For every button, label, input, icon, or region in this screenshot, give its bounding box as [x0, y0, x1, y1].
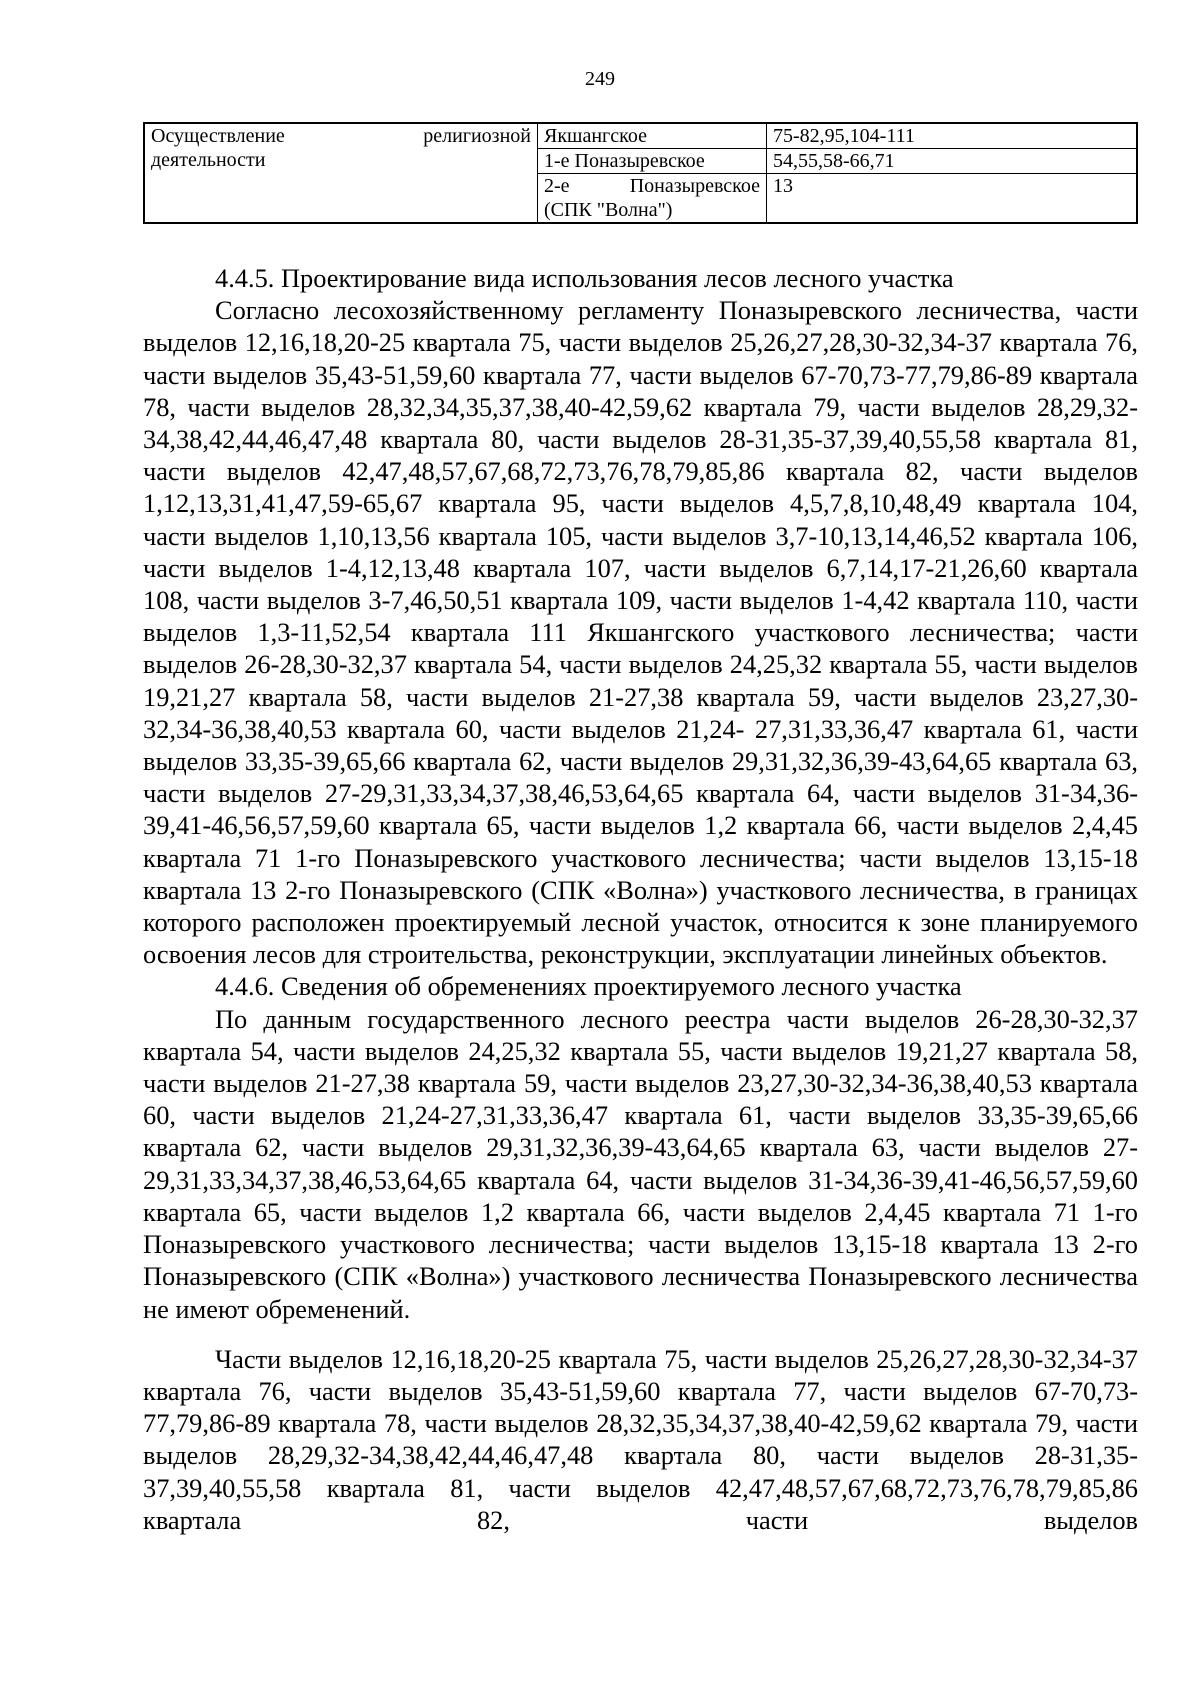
section-heading-4-4-5: 4.4.5. Проектирование вида использования лесов лесного участка: [215, 263, 954, 293]
forestry-cell: 1-е Поназыревское: [538, 149, 767, 174]
section-heading-4-4-6: 4.4.6. Сведения об обременениях проектируемого лесного участка: [215, 971, 962, 1002]
page-number: 249: [585, 68, 615, 90]
forestry-name: 2-е Поназыревское: [544, 175, 760, 197]
religious-activity-table: [143, 122, 1138, 224]
table-row: [144, 123, 1137, 149]
activity-type-line2: деятельности: [151, 149, 266, 171]
section-paragraph-4-4-5: Согласно лесохозяйственному регламенту Поназыревского лесничества, части выделов 12,16,18,20-25 квартала 75, части выделов 25,26,27,28,30-32,34-37 квартала 76, части выделов 35,43-51,59,60 квартала 77, части выделов 67-70,73-77,79,86-89 квартала 78, части выделов 28,32,34,35,37,38,40-42,59,62 квартала 79, части выделов 28,29,32-34,38,42,44,46,47,48 квартала 80, части выделов 28-31,35-37,39,40,55,58 квартала 81, части выделов 42,47,48,57,67,68,72,73,76,78,79,85,86 квартала 82, части выделов 1,12,13,31,41,47,59-65,67 квартала 95, части выделов 4,5,7,8,10,48,49 квартала 104, части выделов 1,10,13,56 квартала 105, части выделов 3,7-10,13,14,46,52 квартала 106, части выделов 1-4,12,13,48 квартала 107, части выделов 6,7,14,17-21,26,60 квартала 108, части выделов 3-7,46,50,51 квартала 109, части выделов 1-4,42 квартала 110, части выделов 1,3-11,52,54 квартала 111 Якшангского участкового лесничества; части выделов 26-28,30-32,37 квартала 54, части выделов 24,25,32 квартала 55, части выделов 19,21,27 квартала 58, части выделов 21-27,38 квартала 59, части выделов 23,27,30-32,34-36,38,40,53 квартала 60, части выделов 21,24- 27,31,33,36,47 квартала 61, части выделов 33,35-39,65,66 квартала 62, части выделов 29,31,32,36,39-43,64,65 квартала 63, части выделов 27-29,31,33,34,37,38,46,53,64,65 квартала 64, части выделов 31-34,36-39,41-46,56,57,59,60 квартала 65, части выделов 1,2 квартала 66, части выделов 2,4,45 квартала 71 1-го Поназыревского участкового лесничества; части выделов 13,15-18 квартала 13 2-го Поназыревского (СПК «Волна») участкового лесничества, в границах которого расположен проектируемый лесной участок, относится к зоне планируемого освоения лесов для строительства, реконструкции, эксплуатации линейных объектов.: [143, 295, 1138, 970]
activity-type-word2: религиозной: [423, 125, 531, 147]
forestry-name-note: (СПК "Волна"): [544, 199, 673, 221]
forestry-cell: [538, 174, 767, 224]
forestry-cell: Якшангское: [538, 123, 767, 149]
activity-type-word1: Осуществление: [151, 125, 285, 147]
quarters-cell: 75-82,95,104-111: [767, 123, 1138, 149]
document-body: [143, 262, 1138, 1536]
activity-type-line1: [151, 124, 531, 148]
quarters-cell: 54,55,58-66,71: [767, 149, 1138, 174]
section-paragraph-4-4-6: По данным государственного лесного реестра части выделов 26-28,30-32,37 квартала 54, части выделов 24,25,32 квартала 55, части выделов 19,21,27 квартала 58, части выделов 21-27,38 квартала 59, части выделов 23,27,30-32,34-36,38,40,53 квартала 60, части выделов 21,24-27,31,33,36,47 квартала 61, части выделов 33,35-39,65,66 квартала 62, части выделов 29,31,32,36,39-43,64,65 квартала 63, части выделов 27-29,31,33,34,37,38,46,53,64,65 квартала 64, части выделов 31-34,36-39,41-46,56,57,59,60 квартала 65, части выделов 1,2 квартала 66, части выделов 2,4,45 квартала 71 1-го Поназыревского участкового лесничества; части выделов 13,15-18 квартала 13 2-го Поназыревского (СПК «Волна») участкового лесничества Поназыревского лесничества не имеют обременений.: [143, 1003, 1138, 1324]
section-paragraph-4-4-6-continued: Части выделов 12,16,18,20-25 квартала 75, части выделов 25,26,27,28,30-32,34-37 квартала 76, части выделов 35,43-51,59,60 квартала 77, части выделов 67-70,73-77,79,86-89 квартала 78, части выделов 28,32,35,34,37,38,40-42,59,62 квартала 79, части выделов 28,29,32-34,38,42,44,46,47,48 квартала 80, части выделов 28-31,35-37,39,40,55,58 квартала 81, части выделов 42,47,48,57,67,68,72,73,76,78,79,85,86 квартала 82, части выделов: [143, 1343, 1138, 1535]
activity-type-cell: [144, 123, 538, 223]
quarters-cell: 13: [767, 174, 1138, 224]
